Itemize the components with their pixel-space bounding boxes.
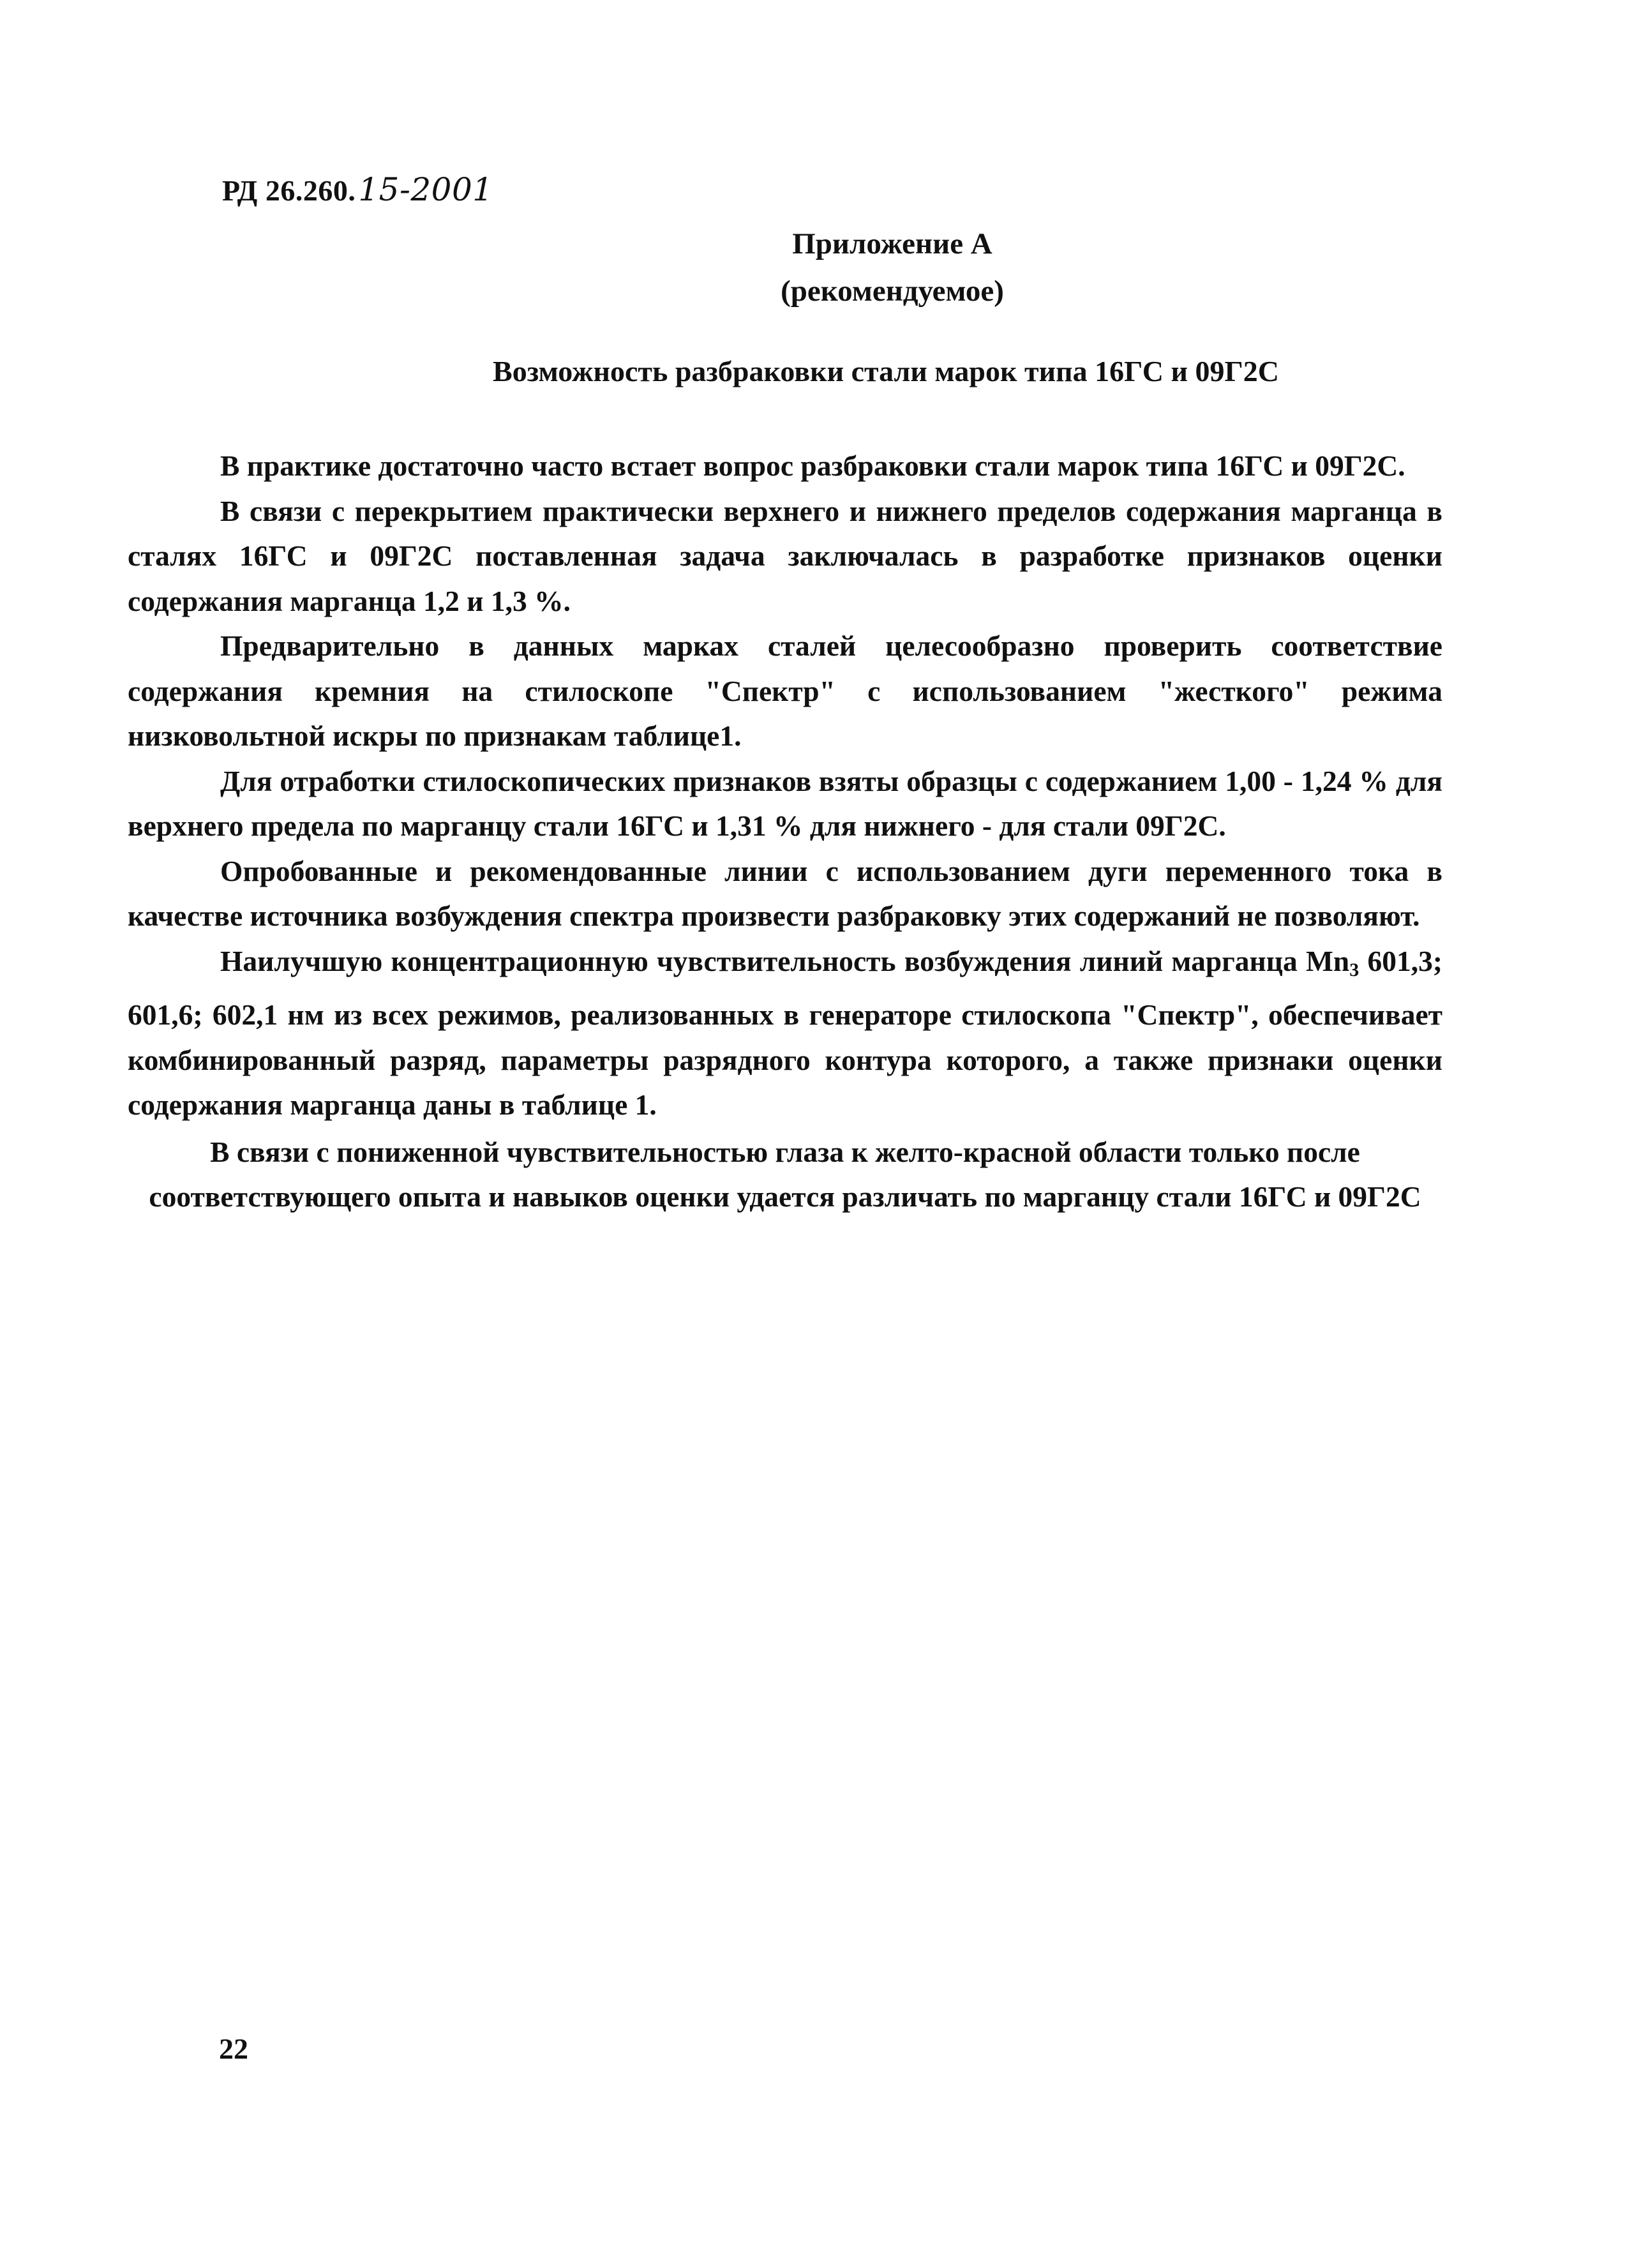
paragraph: Предварительно в данных марках сталей целесообразно проверить соответствие содержания кремния на стилоскопе "Спектр" с использованием "жесткого" режима низковольтной искры по признакам таблице1. [128,629,1442,752]
paragraph-last [128,1130,1442,1220]
appendix-heading [0,220,1625,315]
paragraph-last-line-1: В связи с пониженной чувствительностью глаза к желто-красной области только после [210,1135,1360,1168]
section-title: Возможность разбраковки стали марок типа 16ГС и 09Г2С [493,355,1279,387]
paragraph-last-line-2: соответствующего опыта и навыков оценки удается различать по марганцу стали 16ГС и 09Г2С [149,1180,1421,1213]
paragraph: Для отработки стилоскопических признаков взяты образцы с содержанием 1,00 - 1,24 % для верхнего предела по марганцу стали 16ГС и 1,31 % для нижнего - для стали 09Г2С. [128,764,1442,842]
body-text [128,444,1442,1220]
appendix-title: Приложение А [792,227,992,260]
paragraph: Опробованные и рекомендованные линии с использованием дуги переменного тока в качестве источника возбуждения спектра произвести разбраковку этих содержаний не позволяют. [128,854,1442,932]
page-number: 22 [219,2032,248,2065]
paragraph: В связи с перекрытием практически верхнего и нижнего пределов содержания марганца в сталях 16ГС и 09Г2С поставленная задача заключалась в разработке признаков оценки содержания марганца 1,2 и 1,3 %. [128,494,1442,617]
manganese-subscript: 3 [1349,959,1359,980]
paragraph-manganese-start: Наилучшую концентрационную чувствительность возбуждения линий марганца Mn [220,944,1350,977]
document-code-printed: РД 26.260. [222,174,356,207]
document-code [222,171,493,208]
paragraph: В практике достаточно часто встает вопрос разбраковки стали марок типа 16ГС и 09Г2С. [220,449,1405,482]
paragraph-manganese [128,939,1442,1128]
document-code-handwritten: 15-2001 [358,171,493,208]
paragraph-manganese-end: 601,3; 601,6; 602,1 нм из всех режимов, реализованных в генераторе стилоскопа "Спектр", обеспечивает комбинированный разряд, параметры разрядного контура которого, а также признаки оценки содержания марганца даны в таблице 1. [128,944,1443,1121]
appendix-type: (рекомендуемое) [781,274,1004,308]
